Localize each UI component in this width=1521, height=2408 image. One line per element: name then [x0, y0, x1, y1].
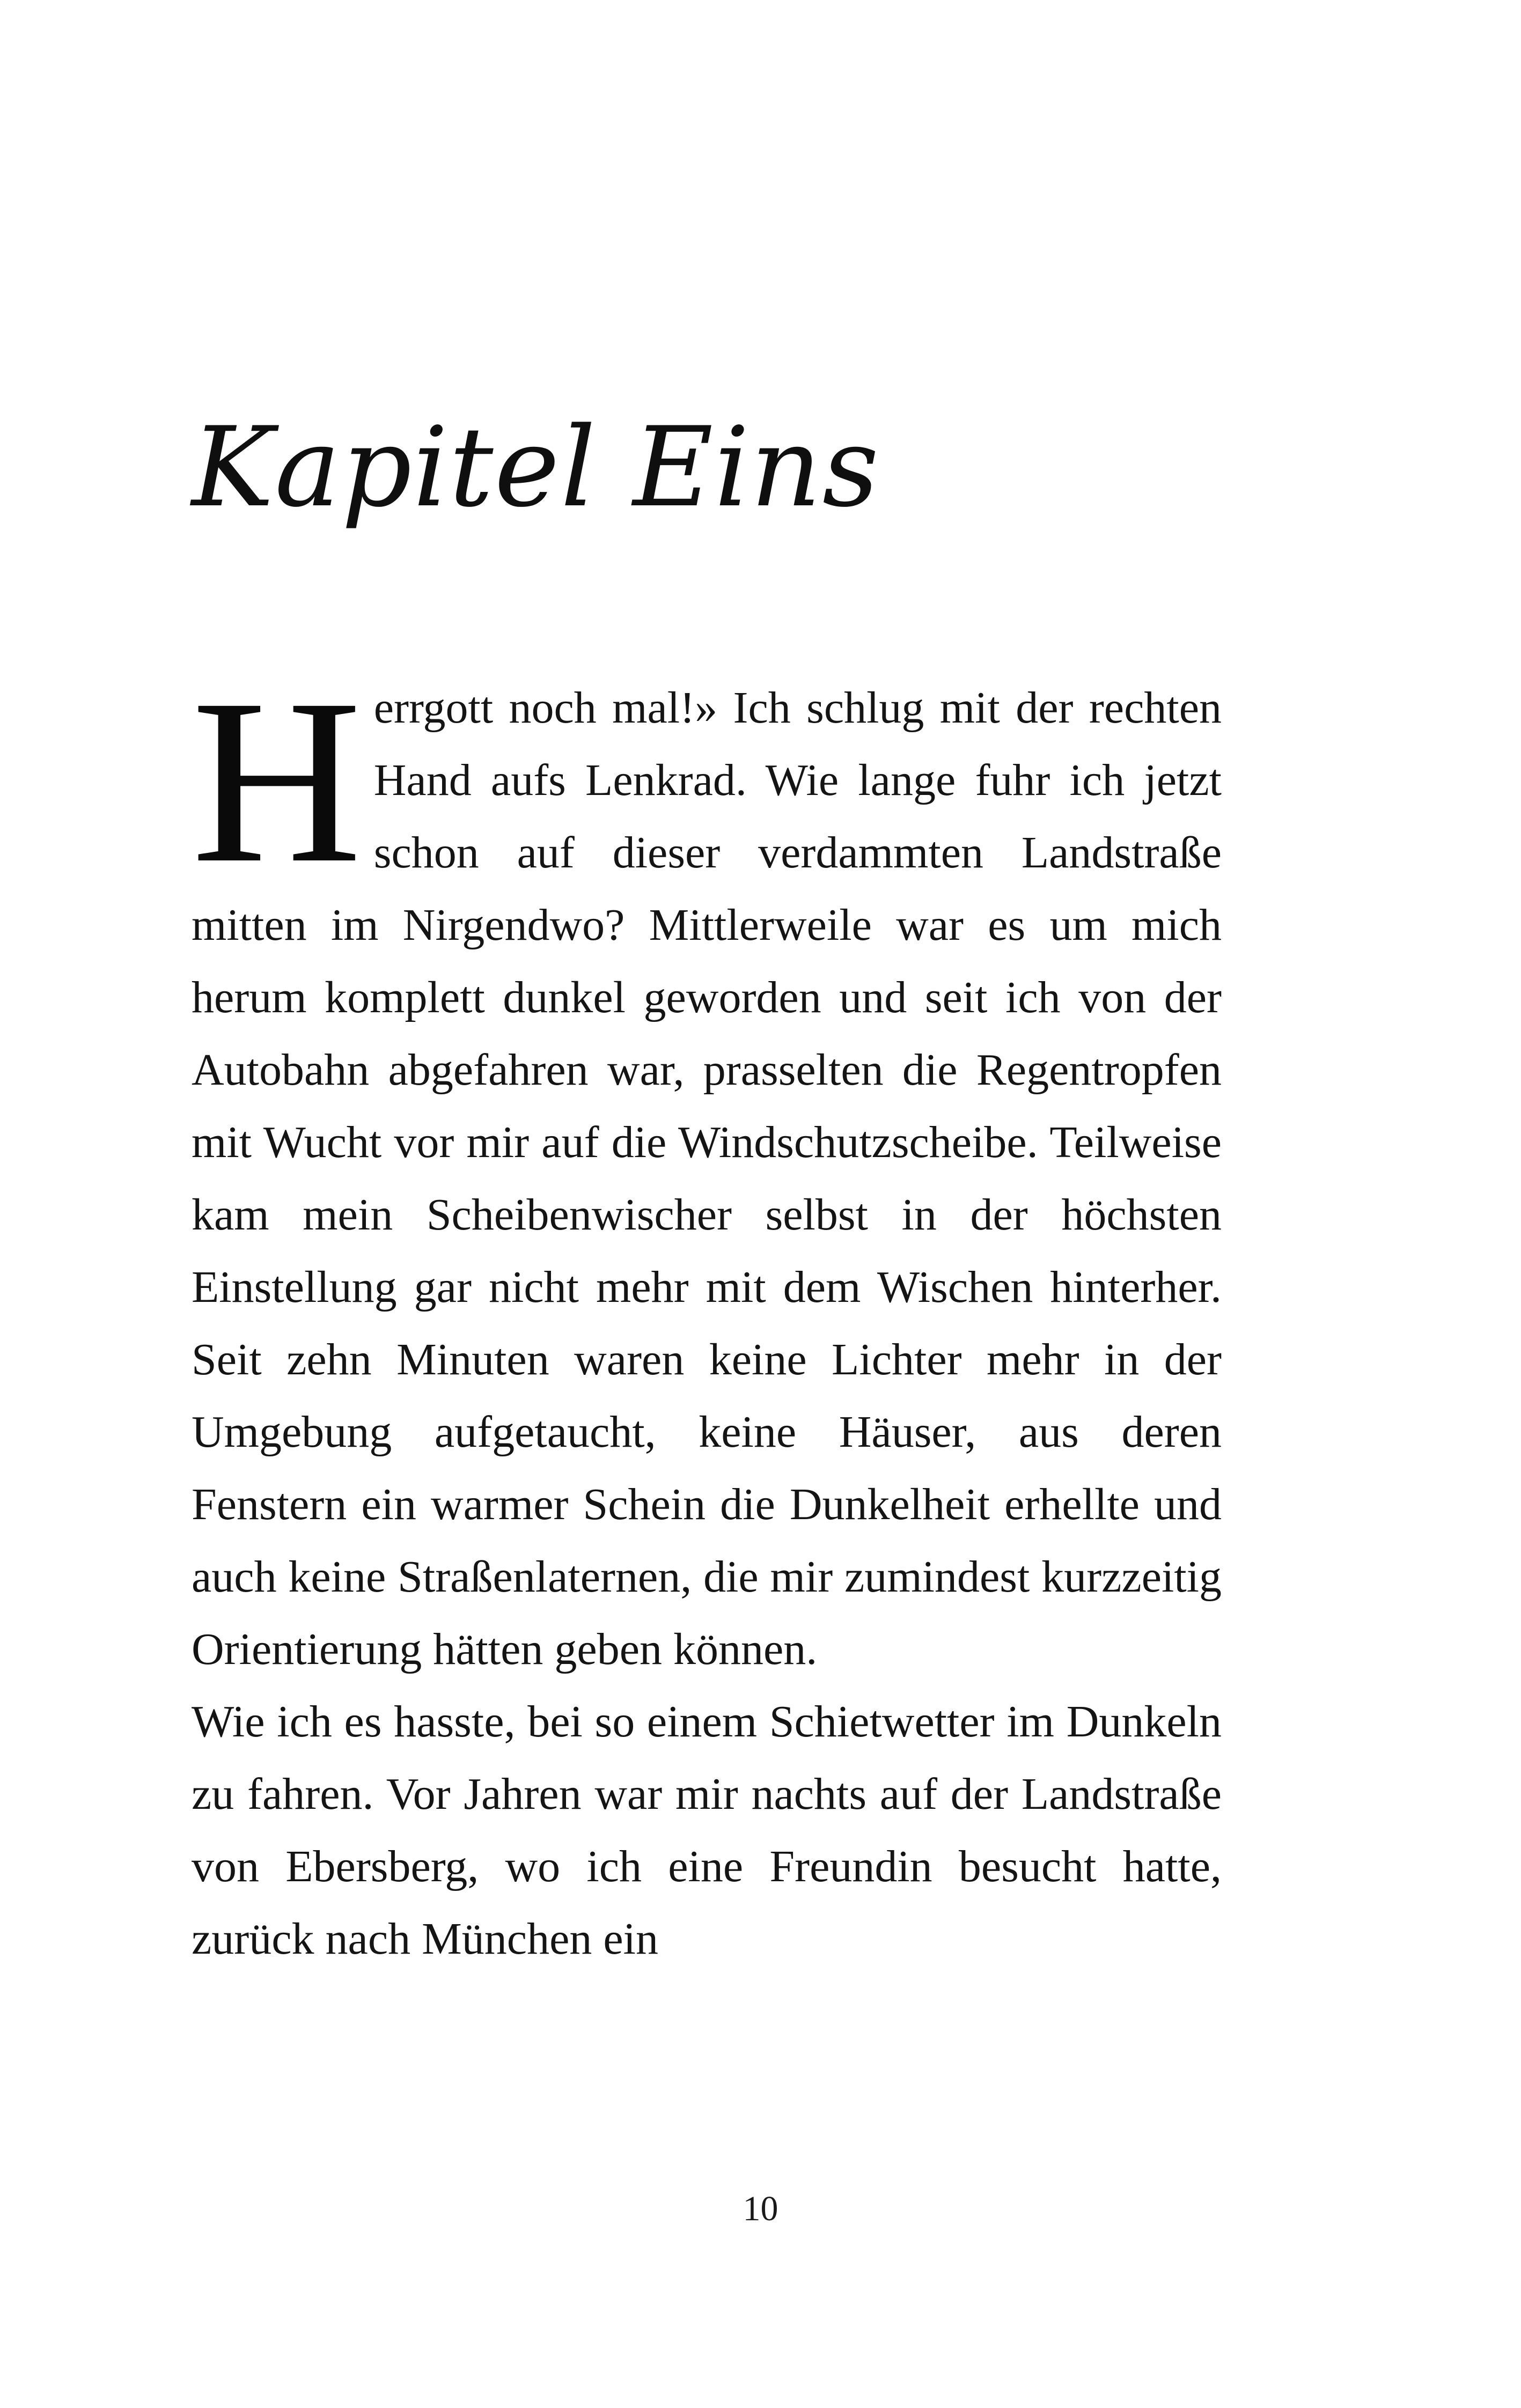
- chapter-body: [192, 651, 1222, 1975]
- paragraph-second: [192, 1685, 1222, 1975]
- paragraph-opening: [192, 651, 1222, 1685]
- drop-cap-initial: H: [192, 651, 362, 912]
- chapter-title: Kapitel Eins: [192, 404, 880, 532]
- paragraph-text: errgott noch mal!» Ich schlug mit der rechten Hand aufs Lenkrad. Wie lange fuhr ich jetzt schon auf dieser verdammten Landstraße mitten im Nirgendwo? Mittlerweile war es um mich herum komplett dunkel geworden und seit ich von der Autobahn abgefahren war, prasselten die Regentropfen mit Wucht vor mir auf die Windschutzscheibe. Teilweise kam mein Scheibenwischer selbst in der höchsten Einstellung gar nicht mehr mit dem Wischen hinterher. Seit zehn Minuten waren keine Lichter mehr in der Umgebung aufgetaucht, keine Häuser, aus deren Fenstern ein warmer Schein die Dunkelheit erhellte und auch keine Straßenlaternen, die mir zumindest kurzzeitig Orientierung hätten geben können.: [192, 683, 1222, 1674]
- paragraph-text: Wie ich es hasste, bei so einem Schietwetter im Dunkeln zu fahren. Vor Jahren war mir nachts auf der Landstraße von Ebersberg, wo ich eine Freundin besucht hatte, zurück nach München ein: [192, 1697, 1222, 1964]
- page-number: 10: [743, 2189, 778, 2228]
